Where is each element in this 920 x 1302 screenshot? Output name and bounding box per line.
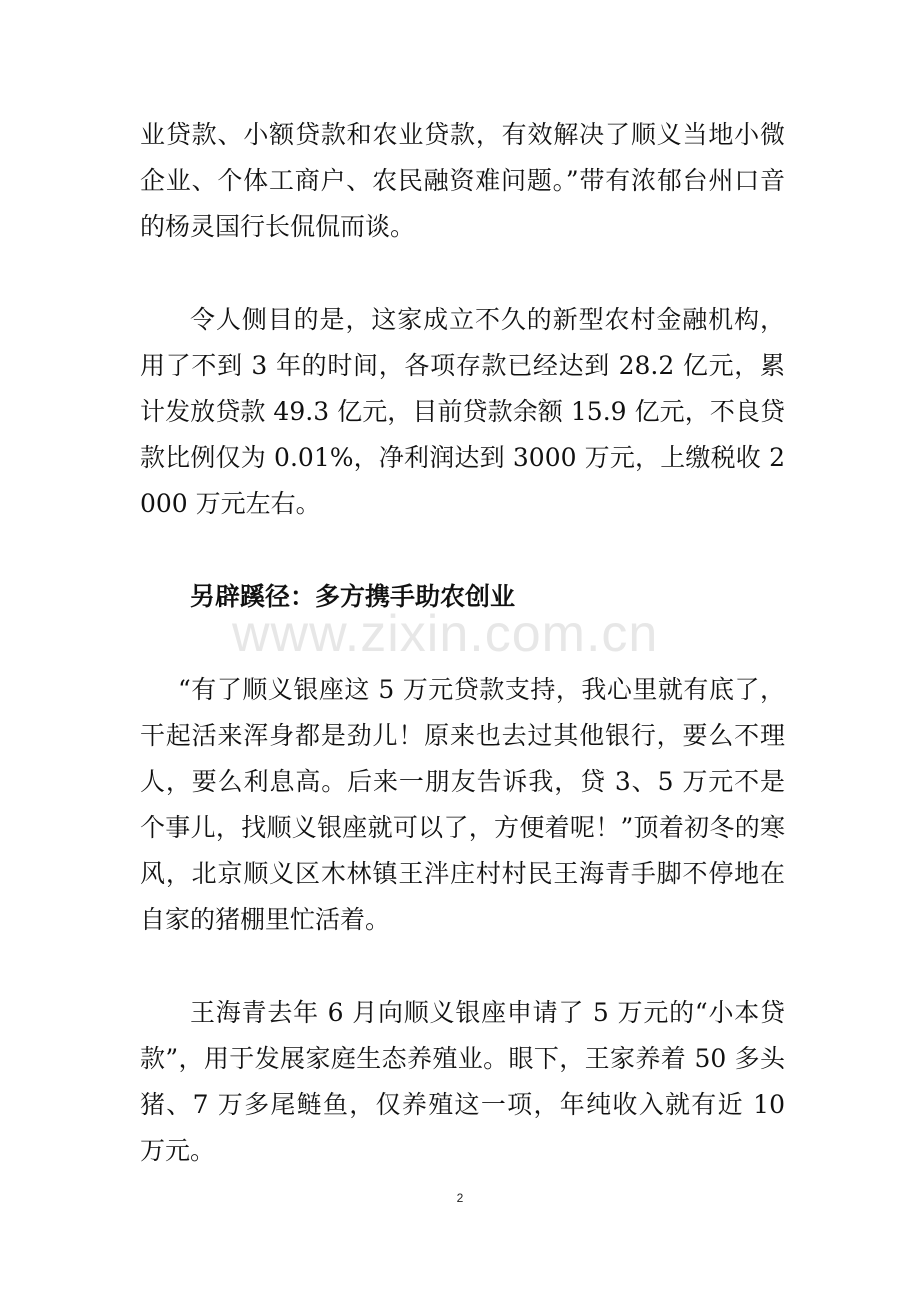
watermark: www.zixin.com.cn [232, 605, 659, 663]
document-body [140, 112, 785, 1174]
paragraph-gap [140, 527, 785, 574]
paragraph-1: 业贷款、小额贷款和农业贷款，有效解决了顺义当地小微企业、个体工商户、农民融资难问题。”带有浓郁台州口音的杨灵国行长侃侃而谈。 [140, 120, 785, 241]
paragraph-3: “有了顺义银座这 5 万元贷款支持，我心里就有底了，干起活来浑身都是劲儿！原来也去过其他银行，要么不理人，要么利息高。后来一朋友告诉我，贷 3、5 万元不是个事儿，找顺义银座就可以了，方便着呢！”顶着初冬的寒风，北京顺义区木林镇王泮庄村村民王海青手脚不停地在自家的猪棚里忙活着。 [140, 675, 785, 934]
paragraph-4: 王海青去年 6 月向顺义银座申请了 5 万元的“小本贷款”，用于发展家庭生态养殖业。眼下，王家养着 50 多头猪、7 万多尾鲢鱼，仅养殖这一项，年纯收入就有近 10 万元。 [140, 998, 785, 1165]
section-heading: 另辟蹊径：多方携手助农创业 [190, 582, 516, 611]
paragraph-gap [140, 250, 785, 297]
paragraph-gap [140, 943, 785, 990]
paragraph-gap [140, 620, 785, 667]
paragraph-2: 令人侧目的是，这家成立不久的新型农村金融机构，用了不到 3 年的时间，各项存款已经达到 28.2 亿元，累计发放贷款 49.3 亿元，目前贷款余额 15.9 亿元，不良贷款比例仅为 0.01%，净利润达到 3000 万元，上缴税收 2000 万元左右。 [140, 305, 785, 518]
page-number: 2 [456, 1191, 464, 1205]
